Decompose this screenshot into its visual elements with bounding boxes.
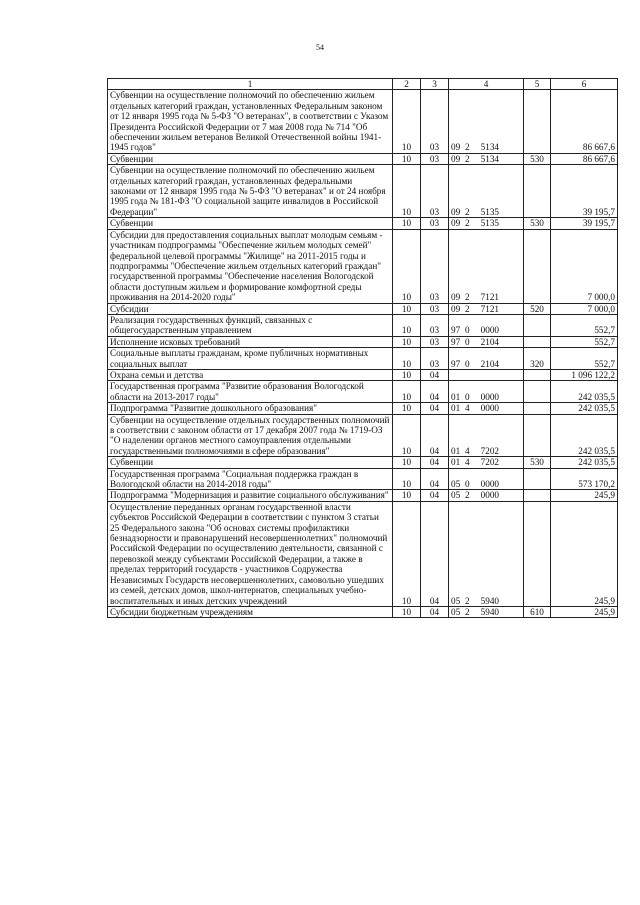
row-subsection-cell: 04 xyxy=(421,381,449,403)
row-amount-cell: 242 035,5 xyxy=(551,457,618,468)
target-article-part: 2 xyxy=(465,303,470,314)
table-row xyxy=(108,218,618,229)
row-section-cell: 10 xyxy=(393,606,421,617)
target-article-part: 09 xyxy=(451,218,461,229)
row-amount-cell: 245,9 xyxy=(551,501,618,606)
page-number: 54 xyxy=(316,43,324,52)
target-article-part: 97 xyxy=(451,325,461,336)
table-row xyxy=(108,153,618,164)
row-section-cell: 10 xyxy=(393,314,421,336)
target-article-part: 2104 xyxy=(480,336,499,347)
row-target-article-cell xyxy=(449,468,524,490)
row-amount-cell: 552,7 xyxy=(551,314,618,336)
target-article-part: 4 xyxy=(465,445,470,456)
row-expense-type-cell xyxy=(524,468,551,490)
row-name-cell: Подпрограмма "Модернизация и развитие социального обслуживания" xyxy=(108,490,393,501)
row-section-cell: 10 xyxy=(393,403,421,414)
row-subsection-cell: 04 xyxy=(421,606,449,617)
row-section-cell: 10 xyxy=(393,369,421,380)
table-row xyxy=(108,403,618,414)
row-amount-cell: 242 035,5 xyxy=(551,414,618,457)
target-article-part: 2 xyxy=(465,218,470,229)
row-name-cell: Субсидии xyxy=(108,303,393,314)
row-section-cell: 10 xyxy=(393,348,421,370)
table-row xyxy=(108,501,618,606)
row-target-article-cell xyxy=(449,490,524,501)
target-article-part: 09 xyxy=(451,206,461,217)
column-header: 2 xyxy=(393,79,421,90)
row-subsection-cell: 03 xyxy=(421,348,449,370)
target-article-part: 5134 xyxy=(480,142,499,153)
row-expense-type-cell: 610 xyxy=(524,606,551,617)
target-article-part: 0000 xyxy=(480,391,499,402)
row-target-article-cell xyxy=(449,303,524,314)
row-section-cell: 10 xyxy=(393,153,421,164)
column-header: 6 xyxy=(551,79,618,90)
table-header-row xyxy=(108,79,618,90)
row-section-cell: 10 xyxy=(393,501,421,606)
row-amount-cell: 573 170,2 xyxy=(551,468,618,490)
row-amount-cell: 7 000,0 xyxy=(551,303,618,314)
row-amount-cell: 245,9 xyxy=(551,490,618,501)
target-article-part: 7202 xyxy=(480,445,499,456)
row-subsection-cell: 03 xyxy=(421,229,449,303)
target-article-part: 97 xyxy=(451,358,461,369)
target-article-part: 2 xyxy=(465,142,470,153)
row-subsection-cell: 04 xyxy=(421,490,449,501)
table-row xyxy=(108,336,618,347)
table-row xyxy=(108,348,618,370)
row-name-cell: Субвенции на осуществление отдельных государственных полномочий в соответствии с законом области от 17 декабря 2007 года № 1719-ОЗ "О наделении органов местного самоуправления отдельными государственными полномочиями в сфере образования" xyxy=(108,414,393,457)
row-name-cell: Субвенции xyxy=(108,153,393,164)
row-section-cell: 10 xyxy=(393,468,421,490)
row-expense-type-cell xyxy=(524,90,551,153)
row-section-cell: 10 xyxy=(393,457,421,468)
target-article-part: 05 xyxy=(451,606,461,617)
target-article-part: 0 xyxy=(465,358,470,369)
row-section-cell: 10 xyxy=(393,229,421,303)
row-expense-type-cell xyxy=(524,229,551,303)
row-expense-type-cell xyxy=(524,369,551,380)
row-section-cell: 10 xyxy=(393,381,421,403)
row-expense-type-cell xyxy=(524,381,551,403)
target-article-part: 05 xyxy=(451,595,461,606)
target-article-part: 5940 xyxy=(480,595,499,606)
row-target-article-cell xyxy=(449,457,524,468)
table-row xyxy=(108,303,618,314)
target-article-part: 01 xyxy=(451,391,461,402)
row-target-article-cell xyxy=(449,606,524,617)
row-expense-type-cell: 530 xyxy=(524,218,551,229)
table-row xyxy=(108,369,618,380)
row-target-article-cell xyxy=(449,414,524,457)
target-article-part: 09 xyxy=(451,142,461,153)
table-row xyxy=(108,165,618,218)
target-article-part: 0000 xyxy=(480,479,499,490)
row-amount-cell: 86 667,6 xyxy=(551,153,618,164)
target-article-part: 0 xyxy=(465,391,470,402)
row-name-cell: Охрана семьи и детства xyxy=(108,369,393,380)
target-article-part: 5135 xyxy=(480,206,499,217)
row-amount-cell: 245,9 xyxy=(551,606,618,617)
row-section-cell: 10 xyxy=(393,218,421,229)
row-expense-type-cell xyxy=(524,336,551,347)
row-target-article-cell xyxy=(449,229,524,303)
row-section-cell: 10 xyxy=(393,303,421,314)
row-subsection-cell: 04 xyxy=(421,414,449,457)
row-name-cell: Государственная программа "Социальная поддержка граждан в Вологодской области на 2014-2018 годы" xyxy=(108,468,393,490)
row-amount-cell: 552,7 xyxy=(551,336,618,347)
row-subsection-cell: 04 xyxy=(421,403,449,414)
target-article-part: 09 xyxy=(451,292,461,303)
target-article-part: 2 xyxy=(465,595,470,606)
row-target-article-cell xyxy=(449,153,524,164)
row-subsection-cell: 04 xyxy=(421,501,449,606)
row-target-article-cell xyxy=(449,348,524,370)
row-expense-type-cell xyxy=(524,314,551,336)
row-section-cell: 10 xyxy=(393,90,421,153)
target-article-part: 01 xyxy=(451,445,461,456)
target-article-part: 4 xyxy=(465,457,470,468)
row-amount-cell: 1 096 122,2 xyxy=(551,369,618,380)
target-article-part: 09 xyxy=(451,153,461,164)
target-article-part: 2104 xyxy=(480,358,499,369)
target-article-part: 0000 xyxy=(480,490,499,501)
row-subsection-cell: 04 xyxy=(421,468,449,490)
row-target-article-cell xyxy=(449,218,524,229)
row-name-cell: Государственная программа "Развитие образования Вологодской области на 2013-2017 годы" xyxy=(108,381,393,403)
row-name-cell: Субвенции xyxy=(108,218,393,229)
table-row xyxy=(108,414,618,457)
row-name-cell: Субвенции на осуществление полномочий по обеспечению жильем отдельных категорий граждан, установленных Федеральным законом от 12 января 1995 года № 5-ФЗ "О ветеранах", в соответствии с Указом Президента Российской Федерации от 7 мая 2008 года № 714 "Об обеспечении жильем ветеранов Великой Отечественной войны 1941-1945 годов" xyxy=(108,90,393,153)
row-subsection-cell: 03 xyxy=(421,336,449,347)
target-article-part: 4 xyxy=(465,403,470,414)
target-article-part: 0 xyxy=(465,336,470,347)
target-article-part: 09 xyxy=(451,303,461,314)
row-target-article-cell xyxy=(449,314,524,336)
row-amount-cell: 7 000,0 xyxy=(551,229,618,303)
target-article-part: 2 xyxy=(465,490,470,501)
row-name-cell: Исполнение исковых требований xyxy=(108,336,393,347)
table-row xyxy=(108,468,618,490)
row-name-cell: Реализация государственных функций, связанных с общегосударственным управлением xyxy=(108,314,393,336)
row-name-cell: Субсидии бюджетным учреждениям xyxy=(108,606,393,617)
row-amount-cell: 39 195,7 xyxy=(551,218,618,229)
row-name-cell: Осуществление переданных органам государственной власти субъектов Российской Федерации в соответствии с пунктом 3 статьи 25 Федерального закона "Об основах системы профилактики безнадзорности и правонарушений несовершеннолетних" полномочий Российской Федерации по осуществлению деятельности, связанной с перевозкой между субъектами Российской Федерации, а также в пределах территорий государств - участников Содружества Независимых Государств несовершеннолетних, самовольно ушедших из семей, детских домов, школ-интернатов, специальных учебно-воспитательных и иных детских учреждений xyxy=(108,501,393,606)
row-amount-cell: 86 667,6 xyxy=(551,90,618,153)
table-row xyxy=(108,229,618,303)
row-section-cell: 10 xyxy=(393,414,421,457)
row-expense-type-cell xyxy=(524,165,551,218)
row-amount-cell: 39 195,7 xyxy=(551,165,618,218)
row-name-cell: Субсидии для предоставления социальных выплат молодым семьям - участникам подпрограммы "Обеспечение жильем молодых семей" федеральной целевой программы "Жилище" на 2011-2015 годы и подпрограммы "Обеспечение жильем отдельных категорий граждан" государственной программы "Обеспечение населения Вологодской области доступным жильем и формирование комфортной среды проживания на 2014-2020 годы" xyxy=(108,229,393,303)
target-article-part: 7121 xyxy=(480,303,499,314)
row-target-article-cell xyxy=(449,165,524,218)
row-name-cell: Социальные выплаты гражданам, кроме публичных нормативных социальных выплат xyxy=(108,348,393,370)
target-article-part: 0 xyxy=(465,325,470,336)
row-target-article-cell xyxy=(449,381,524,403)
column-header: 4 xyxy=(449,79,524,90)
target-article-part: 2 xyxy=(465,606,470,617)
row-section-cell: 10 xyxy=(393,336,421,347)
row-section-cell: 10 xyxy=(393,490,421,501)
row-name-cell: Подпрограмма "Развитие дошкольного образования" xyxy=(108,403,393,414)
row-subsection-cell: 03 xyxy=(421,165,449,218)
row-expense-type-cell xyxy=(524,414,551,457)
target-article-part: 05 xyxy=(451,490,461,501)
table-row xyxy=(108,314,618,336)
target-article-part: 5940 xyxy=(480,606,499,617)
row-target-article-cell xyxy=(449,90,524,153)
table-row xyxy=(108,606,618,617)
row-subsection-cell: 03 xyxy=(421,218,449,229)
table-row xyxy=(108,90,618,153)
row-expense-type-cell: 530 xyxy=(524,457,551,468)
row-amount-cell: 242 035,5 xyxy=(551,403,618,414)
row-name-cell: Субвенции на осуществление полномочий по обеспечению жильем отдельных категорий граждан, установленных федеральными законами от 12 января 1995 года № 5-ФЗ "О ветеранах" и от 24 ноября 1995 года № 181-ФЗ "О социальной защите инвалидов в Российской Федерации" xyxy=(108,165,393,218)
row-subsection-cell: 03 xyxy=(421,314,449,336)
row-expense-type-cell: 530 xyxy=(524,153,551,164)
table-row xyxy=(108,457,618,468)
column-header: 3 xyxy=(421,79,449,90)
row-subsection-cell: 03 xyxy=(421,90,449,153)
table-row xyxy=(108,381,618,403)
row-subsection-cell: 03 xyxy=(421,303,449,314)
row-target-article-cell xyxy=(449,369,524,380)
target-article-part: 5134 xyxy=(480,153,499,164)
row-name-cell: Субвенции xyxy=(108,457,393,468)
target-article-part: 05 xyxy=(451,479,461,490)
column-header: 5 xyxy=(524,79,551,90)
row-target-article-cell xyxy=(449,501,524,606)
target-article-part: 01 xyxy=(451,457,461,468)
row-subsection-cell: 03 xyxy=(421,153,449,164)
row-target-article-cell xyxy=(449,403,524,414)
row-subsection-cell: 04 xyxy=(421,369,449,380)
budget-table xyxy=(107,78,618,618)
target-article-part: 0000 xyxy=(480,325,499,336)
row-expense-type-cell: 520 xyxy=(524,303,551,314)
target-article-part: 0000 xyxy=(480,403,499,414)
row-amount-cell: 552,7 xyxy=(551,348,618,370)
column-header: 1 xyxy=(108,79,393,90)
target-article-part: 7121 xyxy=(480,292,499,303)
row-target-article-cell xyxy=(449,336,524,347)
target-article-part: 2 xyxy=(465,153,470,164)
row-amount-cell: 242 035,5 xyxy=(551,381,618,403)
target-article-part: 5135 xyxy=(480,218,499,229)
target-article-part: 97 xyxy=(451,336,461,347)
target-article-part: 2 xyxy=(465,292,470,303)
row-expense-type-cell: 320 xyxy=(524,348,551,370)
target-article-part: 7202 xyxy=(480,457,499,468)
target-article-part: 0 xyxy=(465,479,470,490)
row-expense-type-cell xyxy=(524,501,551,606)
row-section-cell: 10 xyxy=(393,165,421,218)
row-expense-type-cell xyxy=(524,403,551,414)
target-article-part: 01 xyxy=(451,403,461,414)
target-article-part: 2 xyxy=(465,206,470,217)
row-subsection-cell: 04 xyxy=(421,457,449,468)
table-row xyxy=(108,490,618,501)
row-expense-type-cell xyxy=(524,490,551,501)
